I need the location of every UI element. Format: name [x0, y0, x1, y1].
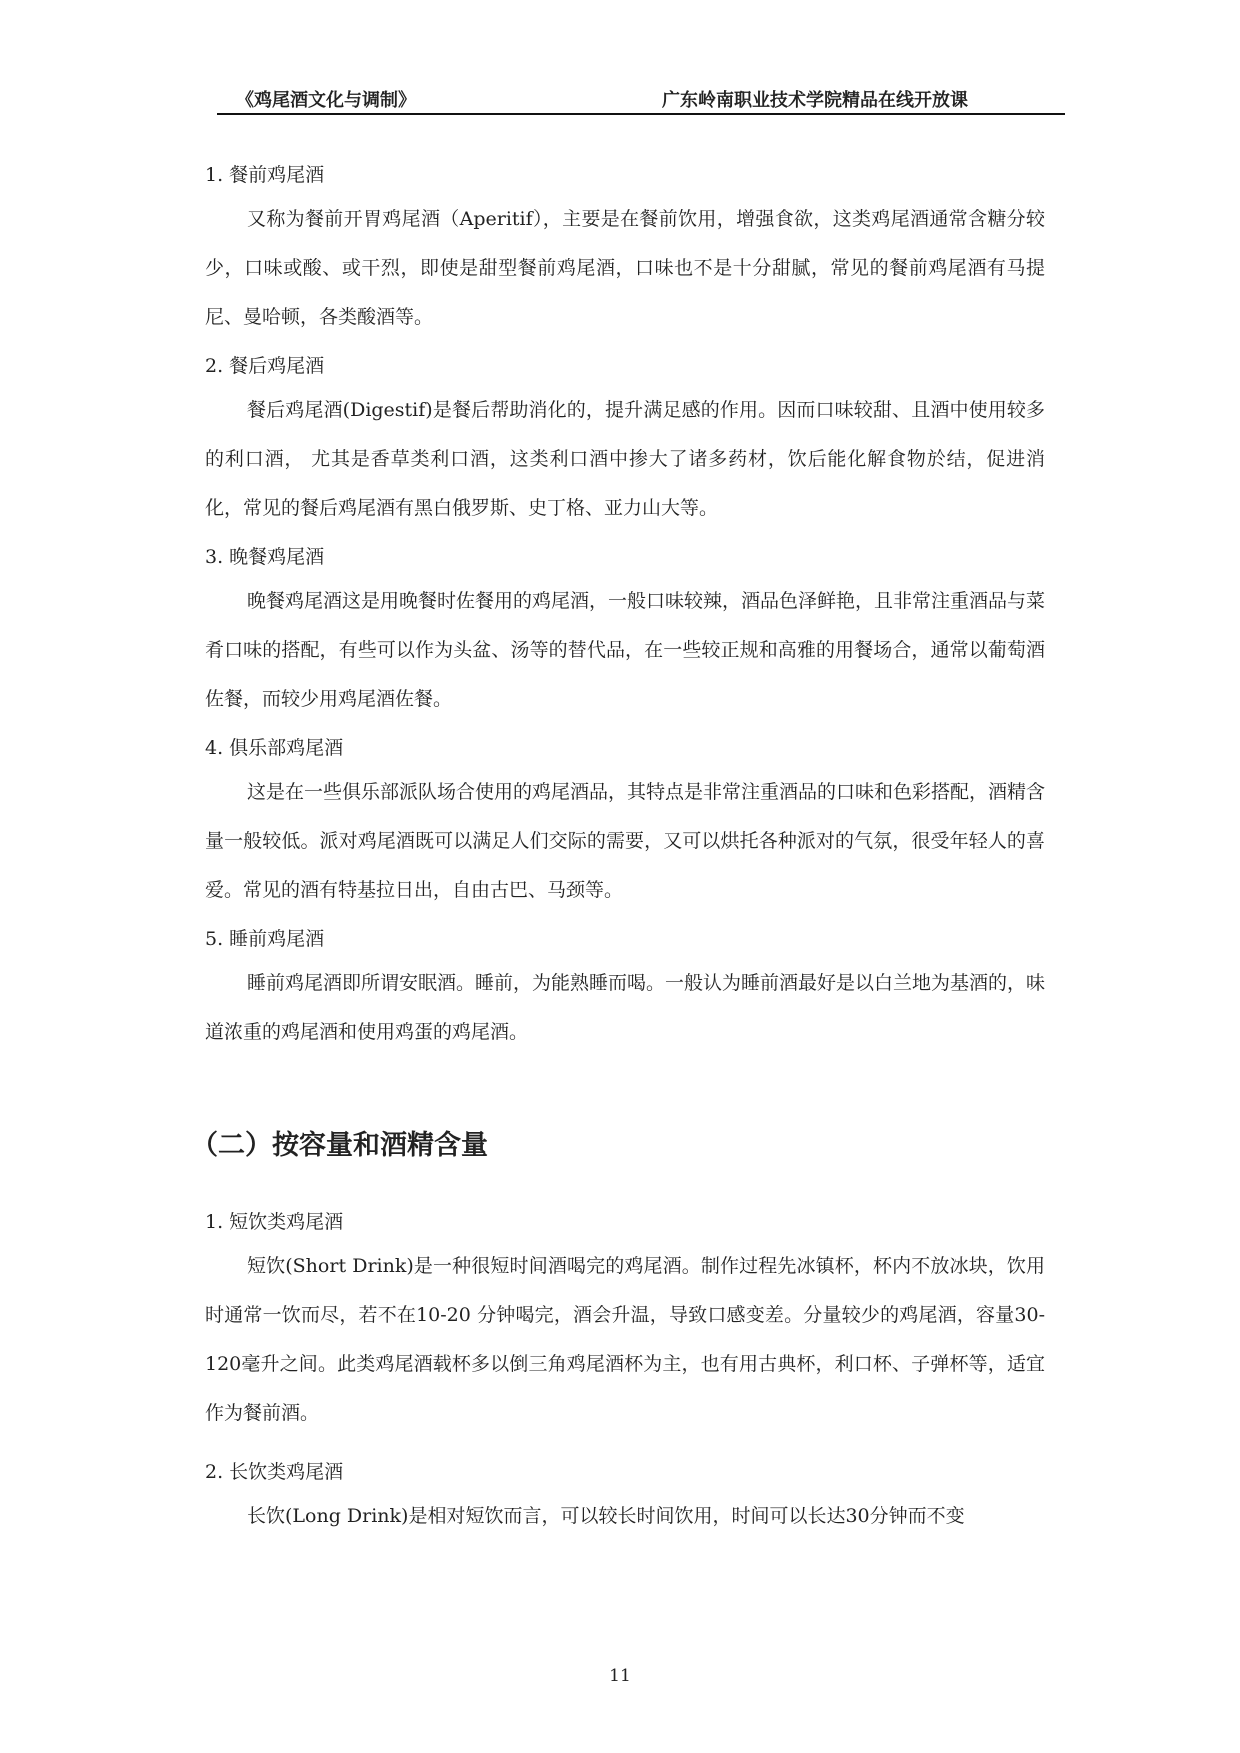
item-title-bedtime: 5. 睡前鸡尾酒	[205, 928, 325, 950]
section-title: （二）按容量和酒精含量	[191, 1130, 488, 1161]
item-text-pre-dinner: 又称为餐前开胃鸡尾酒（Aperitif），主要是在餐前饮用，增强食欲，这类鸡尾酒通常含糖分较少，口味或酸、或干烈，即使是甜型餐前鸡尾酒，口味也不是十分甜腻，常见的餐前鸡尾酒有马提尼、曼哈顿，各类酸酒等。	[205, 208, 1045, 328]
item-title-short-drink: 1. 短饮类鸡尾酒	[205, 1211, 344, 1233]
item-text-bedtime: 睡前鸡尾酒即所谓安眠酒。睡前，为能熟睡而喝。一般认为睡前酒最好是以白兰地为基酒的，味道浓重的鸡尾酒和使用鸡蛋的鸡尾酒。	[205, 972, 1046, 1043]
header-institution: 广东岭南职业技术学院精品在线开放课	[662, 90, 968, 111]
item-text-dinner: 晚餐鸡尾酒这是用晚餐时佐餐用的鸡尾酒，一般口味较辣，酒品色泽鲜艳，且非常注重酒品与菜肴口味的搭配，有些可以作为头盆、汤等的替代品，在一些较正规和高雅的用餐场合，通常以葡萄酒佐餐，而较少用鸡尾酒佐餐。	[205, 590, 1046, 710]
header-course-title: 《鸡尾酒文化与调制》	[236, 90, 416, 111]
header-rule	[217, 113, 1065, 115]
item-text-short-drink: 短饮(Short Drink)是一种很短时间酒喝完的鸡尾酒。制作过程先冰镇杯，杯内不放冰块，饮用时通常一饮而尽，若不在10-20 分钟喝完，酒会升温，导致口感变差。分量较少的鸡尾酒，容量30-120毫升之间。此类鸡尾酒载杯多以倒三角鸡尾酒杯为主，也有用古典杯，利口杯、子弹杯等，适宜作为餐前酒。	[205, 1255, 1045, 1424]
item-title-club: 4. 俱乐部鸡尾酒	[205, 737, 344, 759]
page-number: 11	[609, 1666, 631, 1686]
item-title-pre-dinner: 1. 餐前鸡尾酒	[205, 164, 325, 186]
item-text-long-drink: 长饮(Long Drink)是相对短饮而言，可以较长时间饮用，时间可以长达30分钟而不变	[247, 1505, 965, 1527]
page-header	[217, 86, 1065, 116]
item-title-long-drink: 2. 长饮类鸡尾酒	[205, 1461, 344, 1483]
item-text-club: 这是在一些俱乐部派队场合使用的鸡尾酒品，其特点是非常注重酒品的口味和色彩搭配，酒精含量一般较低。派对鸡尾酒既可以满足人们交际的需要，又可以烘托各种派对的气氛，很受年轻人的喜爱。常见的酒有特基拉日出，自由古巴、马颈等。	[205, 781, 1046, 901]
item-title-after-dinner: 2. 餐后鸡尾酒	[205, 355, 325, 377]
item-text-after-dinner: 餐后鸡尾酒(Digestif)是餐后帮助消化的，提升满足感的作用。因而口味较甜、且酒中使用较多的利口酒， 尤其是香草类利口酒，这类利口酒中掺大了诸多药材，饮后能化解食物於结，促进消化，常见的餐后鸡尾酒有黑白俄罗斯、史丁格、亚力山大等。	[205, 399, 1045, 519]
item-title-dinner: 3. 晚餐鸡尾酒	[205, 546, 325, 568]
page-content	[191, 155, 1046, 1543]
